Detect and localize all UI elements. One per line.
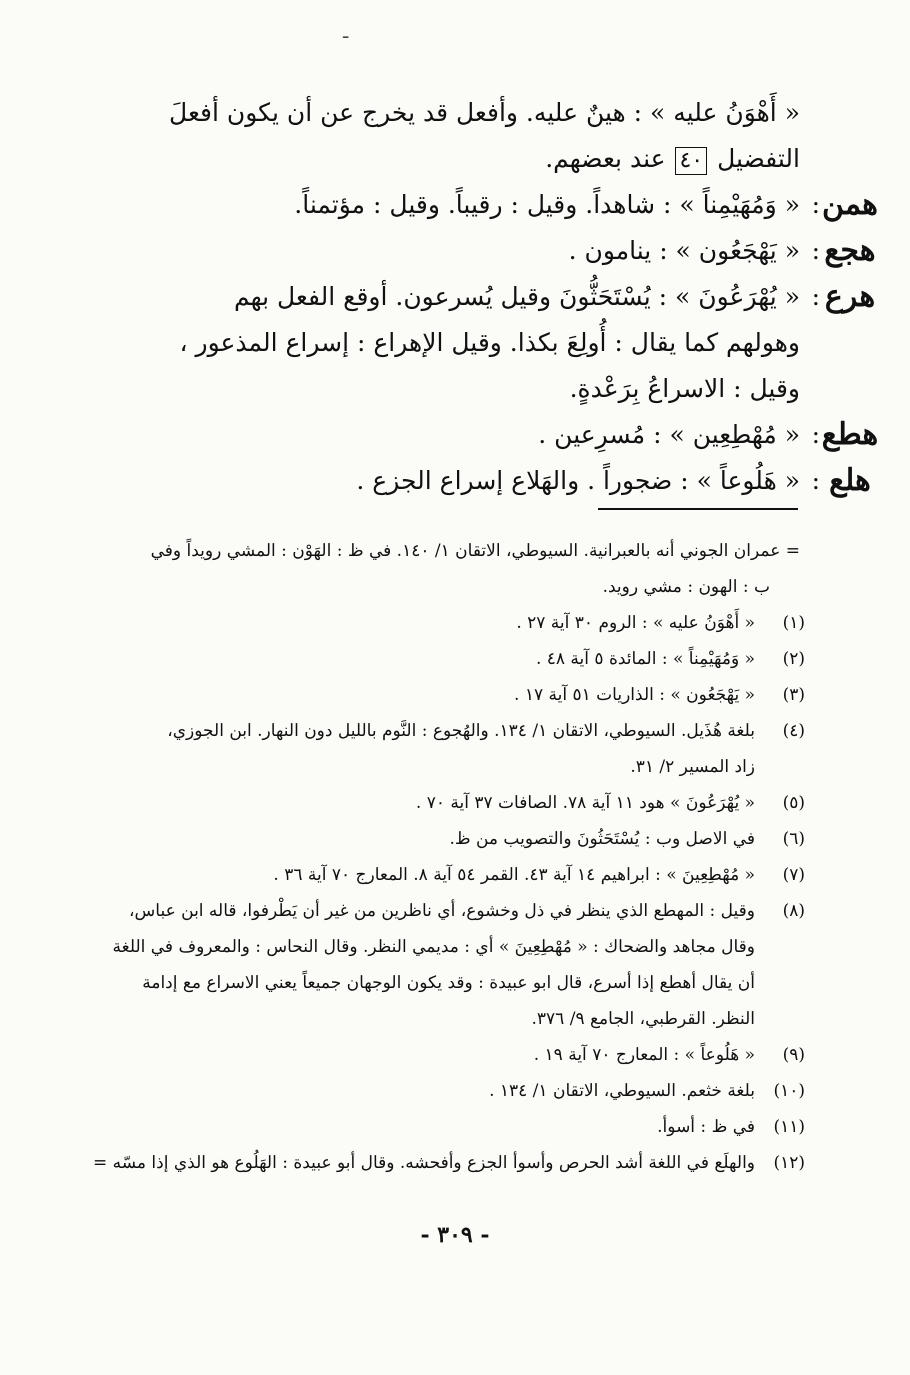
footnote-separator bbox=[598, 508, 798, 510]
entry-hataa bbox=[110, 412, 879, 458]
footnote-number: (٣) bbox=[782, 685, 805, 705]
footnote-number: (١) bbox=[782, 613, 805, 633]
footnote-text: = عمران الجوني أنه بالعبرانية. السيوطي، الاتقان ١/ ١٤٠. في ظ : الهَوْن : المشي رويداً وفي bbox=[150, 541, 800, 561]
footnote-text: « أَهْوَنُ عليه » : الروم ٣٠ آية ٢٧ . bbox=[516, 613, 755, 633]
root-colon: : bbox=[811, 282, 820, 311]
entry-text: « هَلُوعاً » : ضجوراً . والهَلاع إسراع الجزع . bbox=[356, 466, 800, 495]
page-number: - ٣٠٩ - bbox=[420, 1222, 490, 1248]
footnote-line bbox=[100, 677, 805, 713]
root-word: هجع bbox=[824, 233, 876, 268]
entry-halaa bbox=[110, 458, 871, 504]
continuation-text: وقيل : الاسراعُ بِرَعْدةٍ. bbox=[569, 374, 800, 403]
footnote-text: أن يقال أهطع إذا أسرع، قال ابو عبيدة : وقد يكون الوجهان جميعاً يعني الاسراع مع إدامة bbox=[142, 973, 755, 993]
footnote-number: (١٢) bbox=[773, 1153, 805, 1173]
footnote-number: (١١) bbox=[773, 1117, 805, 1137]
footnote-number: (٤) bbox=[782, 721, 805, 741]
continuation-text: وهولهم كما يقال : أُولِعَ بكذا. وقيل الإهراع : إسراع المذعور ، bbox=[179, 328, 800, 357]
entry-text: « مُهْطِعِين » : مُسرِعين . bbox=[538, 420, 800, 449]
footnote-text: ب : الهون : مشي رويد. bbox=[602, 577, 770, 597]
footnote-text: « وَمُهَيْمِناً » : المائدة ٥ آية ٤٨ . bbox=[535, 649, 755, 669]
root-colon: : bbox=[811, 190, 820, 219]
footnote-number: (٨) bbox=[782, 901, 805, 921]
root-colon: : bbox=[811, 420, 820, 449]
footnote-line bbox=[100, 749, 800, 785]
root-word: هطع bbox=[821, 417, 879, 452]
footnote-text: « مُهْطِعِينَ » : ابراهيم ١٤ آية ٤٣. القمر ٥٤ آية ٨. المعارج ٧٠ آية ٣٦ . bbox=[273, 865, 755, 885]
footnote-text: في ظ : أسوأ. bbox=[657, 1117, 755, 1137]
footnote-text: « هَلُوعاً » : المعارج ٧٠ آية ١٩ . bbox=[533, 1045, 755, 1065]
footnote-text: بلغة خثعم. السيوطي، الاتقان ١/ ١٣٤ . bbox=[489, 1081, 755, 1101]
footnote-text: بلغة هُذَيل. السيوطي، الاتقان ١/ ١٣٤. والهُجوع : النَّوم بالليل دون النهار. ابن الجوزي، bbox=[167, 721, 755, 741]
entry-haman bbox=[110, 182, 878, 228]
intro-text-2a: التفضيل bbox=[717, 144, 800, 173]
footnote-line bbox=[100, 965, 800, 1001]
footnote-number: (١٠) bbox=[773, 1081, 805, 1101]
entry-text: « يُهْرَعُونَ » : يُسْتَحَثُّونَ وقيل يُسرعون. أوقع الفعل بهم bbox=[233, 282, 800, 311]
footnote-line bbox=[100, 713, 805, 749]
footnote-line bbox=[100, 605, 805, 641]
footnote-continuation bbox=[100, 569, 800, 605]
footnote-line bbox=[100, 1073, 805, 1109]
footnote-text: « يُهْرَعُونَ » هود ١١ آية ٧٨. الصافات ٣٧ آية ٧٠ . bbox=[415, 793, 755, 813]
root-word: هرع bbox=[824, 279, 876, 314]
footnote-number: (٢) bbox=[782, 649, 805, 669]
footnote-number: (٧) bbox=[782, 865, 805, 885]
haraa-continuation-1 bbox=[110, 320, 800, 366]
root-word: هلع bbox=[829, 463, 871, 498]
footnote-text: وقال مجاهد والضحاك : « مُهْطِعِينَ » أي : مديمي النظر. وقال النحاس : والمعروف في اللغة bbox=[112, 937, 755, 957]
footnote-text: « يَهْجَعُون » : الذاريات ٥١ آية ١٧ . bbox=[514, 685, 755, 705]
entry-text: « يَهْجَعُون » : ينامون . bbox=[568, 236, 800, 265]
intro-text-2b: عند بعضهم. bbox=[545, 144, 666, 173]
root-colon: : bbox=[811, 466, 820, 495]
root-word: همن bbox=[821, 187, 878, 222]
footnote-line bbox=[100, 821, 805, 857]
entry-hajaa bbox=[110, 228, 876, 274]
root-colon: : bbox=[811, 236, 820, 265]
footnotes bbox=[92, 533, 805, 1181]
haraa-continuation-2 bbox=[110, 366, 800, 412]
main-text bbox=[110, 90, 879, 504]
footnote-number: (٥) bbox=[782, 793, 805, 813]
footnote-line bbox=[100, 1001, 800, 1037]
marginal-page-box: ٤٠ bbox=[675, 147, 707, 175]
footnote-continuation bbox=[100, 533, 800, 569]
footnote-line bbox=[100, 1037, 805, 1073]
footnote-text: والهلَع في اللغة أشد الحرص وأسوأ الجزع وأفحشه. وقال أبو عبيدة : الهَلُوع هو الذي إذا مسّه = bbox=[92, 1153, 755, 1173]
footnote-text: وقيل : المهطع الذي ينظر في ذل وخشوع، أي ناظرين من غير أن يَطْرفوا، قاله ابن عباس، bbox=[129, 901, 755, 921]
footnote-line bbox=[100, 857, 805, 893]
footnote-line bbox=[100, 1109, 805, 1145]
entry-haraa bbox=[110, 274, 876, 320]
entry-text: « وَمُهَيْمِناً » : شاهداً. وقيل : رقيباً. وقيل : مؤتمناً. bbox=[294, 190, 800, 219]
footnote-line bbox=[100, 641, 805, 677]
footnote-text: في الاصل وب : يُسْتَحَثُونَ والتصويب من ظ. bbox=[449, 829, 755, 849]
intro-text-1: « أَهْوَنُ عليه » : هينٌ عليه. وأفعل قد يخرج عن أن يكون أفعلَ bbox=[169, 98, 800, 127]
footnote-line bbox=[100, 785, 805, 821]
footnote-line bbox=[100, 929, 800, 965]
footnote-text: النظر. القرطبي، الجامع ٩/ ٣٧٦. bbox=[531, 1009, 755, 1029]
footnote-line bbox=[100, 893, 805, 929]
top-mark: ـ bbox=[343, 22, 349, 43]
footnote-number: (٦) bbox=[782, 829, 805, 849]
footnote-text: زاد المسير ٢/ ٣١. bbox=[630, 757, 755, 777]
footnote-list bbox=[92, 605, 805, 1181]
footnote-line bbox=[92, 1145, 805, 1181]
footnote-number: (٩) bbox=[782, 1045, 805, 1065]
intro-line-2 bbox=[110, 136, 800, 182]
intro-line-1 bbox=[110, 90, 800, 136]
